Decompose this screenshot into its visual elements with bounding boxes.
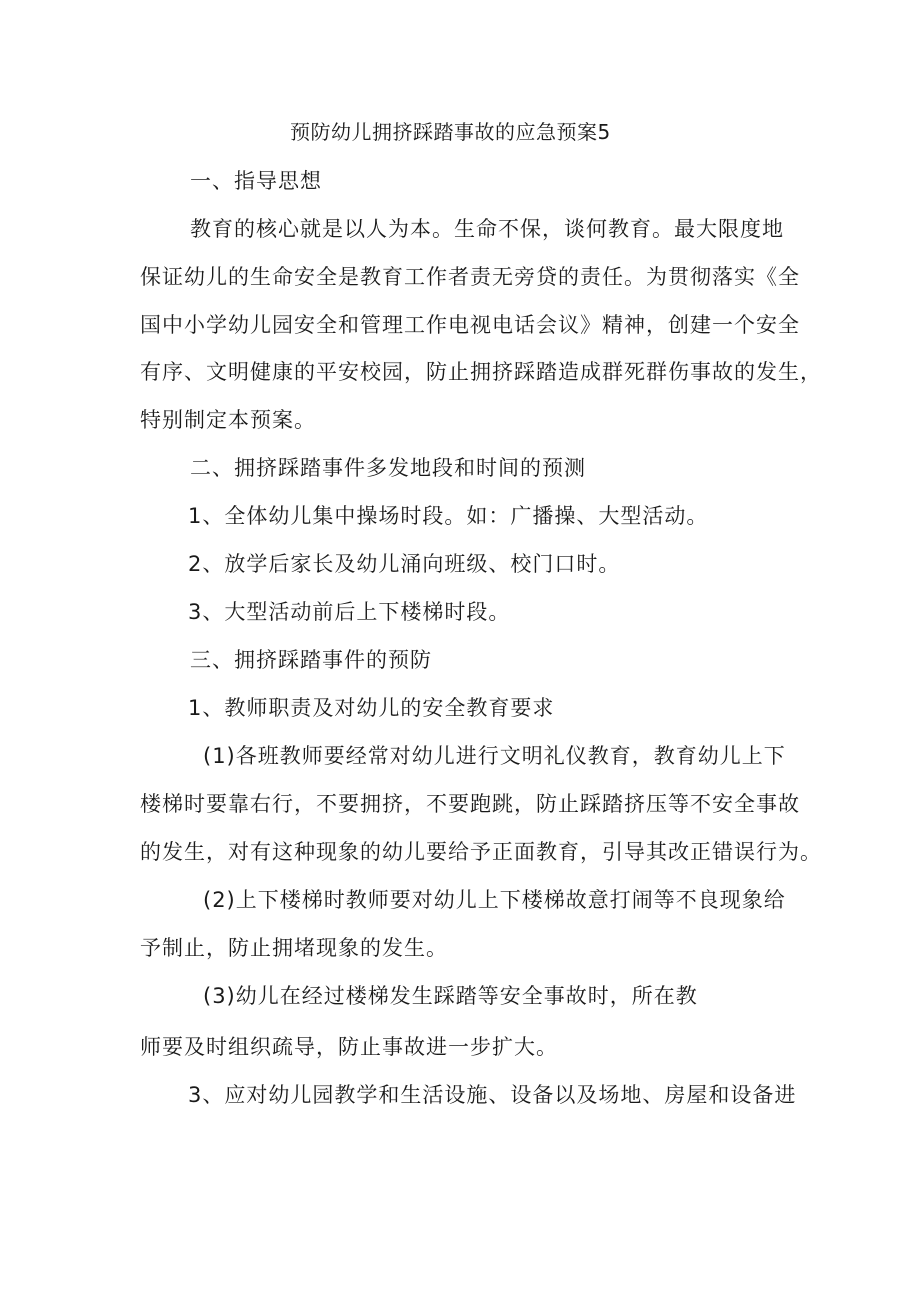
paragraph-line: 国中小学幼儿园安全和管理工作电视电话会议》精神，创建一个安全	[140, 313, 800, 337]
paragraph-line: 师要及时组织疏导，防止事故进一步扩大。	[140, 1035, 558, 1059]
paragraph-line: (3)幼儿在经过楼梯发生踩踏等安全事故时，所在教	[203, 984, 698, 1008]
subsection-heading: 1、教师职责及对幼儿的安全教育要求	[188, 696, 555, 720]
paragraph-line: 有序、文明健康的平安校园，防止拥挤踩踏造成群死群伤事故的发生，	[140, 360, 822, 384]
paragraph-line: 教育的核心就是以人为本。生命不保，谈何教育。最大限度地	[190, 217, 784, 241]
paragraph-line: 保证幼儿的生命安全是教育工作者责无旁贷的责任。为贯彻落实《全	[140, 265, 800, 289]
section-heading-prevention: 三、拥挤踩踏事件的预防	[190, 648, 432, 672]
section-heading-prediction: 二、拥挤踩踏事件多发地段和时间的预测	[190, 456, 586, 480]
paragraph-line: 楼梯时要靠右行，不要拥挤，不要跑跳，防止踩踏挤压等不安全事故	[140, 792, 800, 816]
subsection-heading: 3、应对幼儿园教学和生活设施、设备以及场地、房屋和设备进	[188, 1083, 797, 1107]
paragraph-line: 的发生，对有这种现象的幼儿要给予正面教育，引导其改正错误行为。	[140, 840, 822, 864]
paragraph-line: 予制止，防止拥堵现象的发生。	[140, 936, 448, 960]
paragraph-line: 特别制定本预案。	[140, 408, 316, 432]
list-item: 3、大型活动前后上下楼梯时段。	[188, 600, 511, 624]
paragraph-line: (2)上下楼梯时教师要对幼儿上下楼梯故意打闹等不良现象给	[203, 888, 786, 912]
list-item: 1、全体幼儿集中操场时段。如：广播操、大型活动。	[188, 504, 709, 528]
section-heading-guiding-ideology: 一、指导思想	[190, 169, 322, 193]
list-item: 2、放学后家长及幼儿涌向班级、校门口时。	[188, 552, 621, 576]
document-title: 预防幼儿拥挤踩踏事故的应急预案5	[290, 120, 611, 144]
paragraph-line: (1)各班教师要经常对幼儿进行文明礼仪教育，教育幼儿上下	[203, 744, 786, 768]
